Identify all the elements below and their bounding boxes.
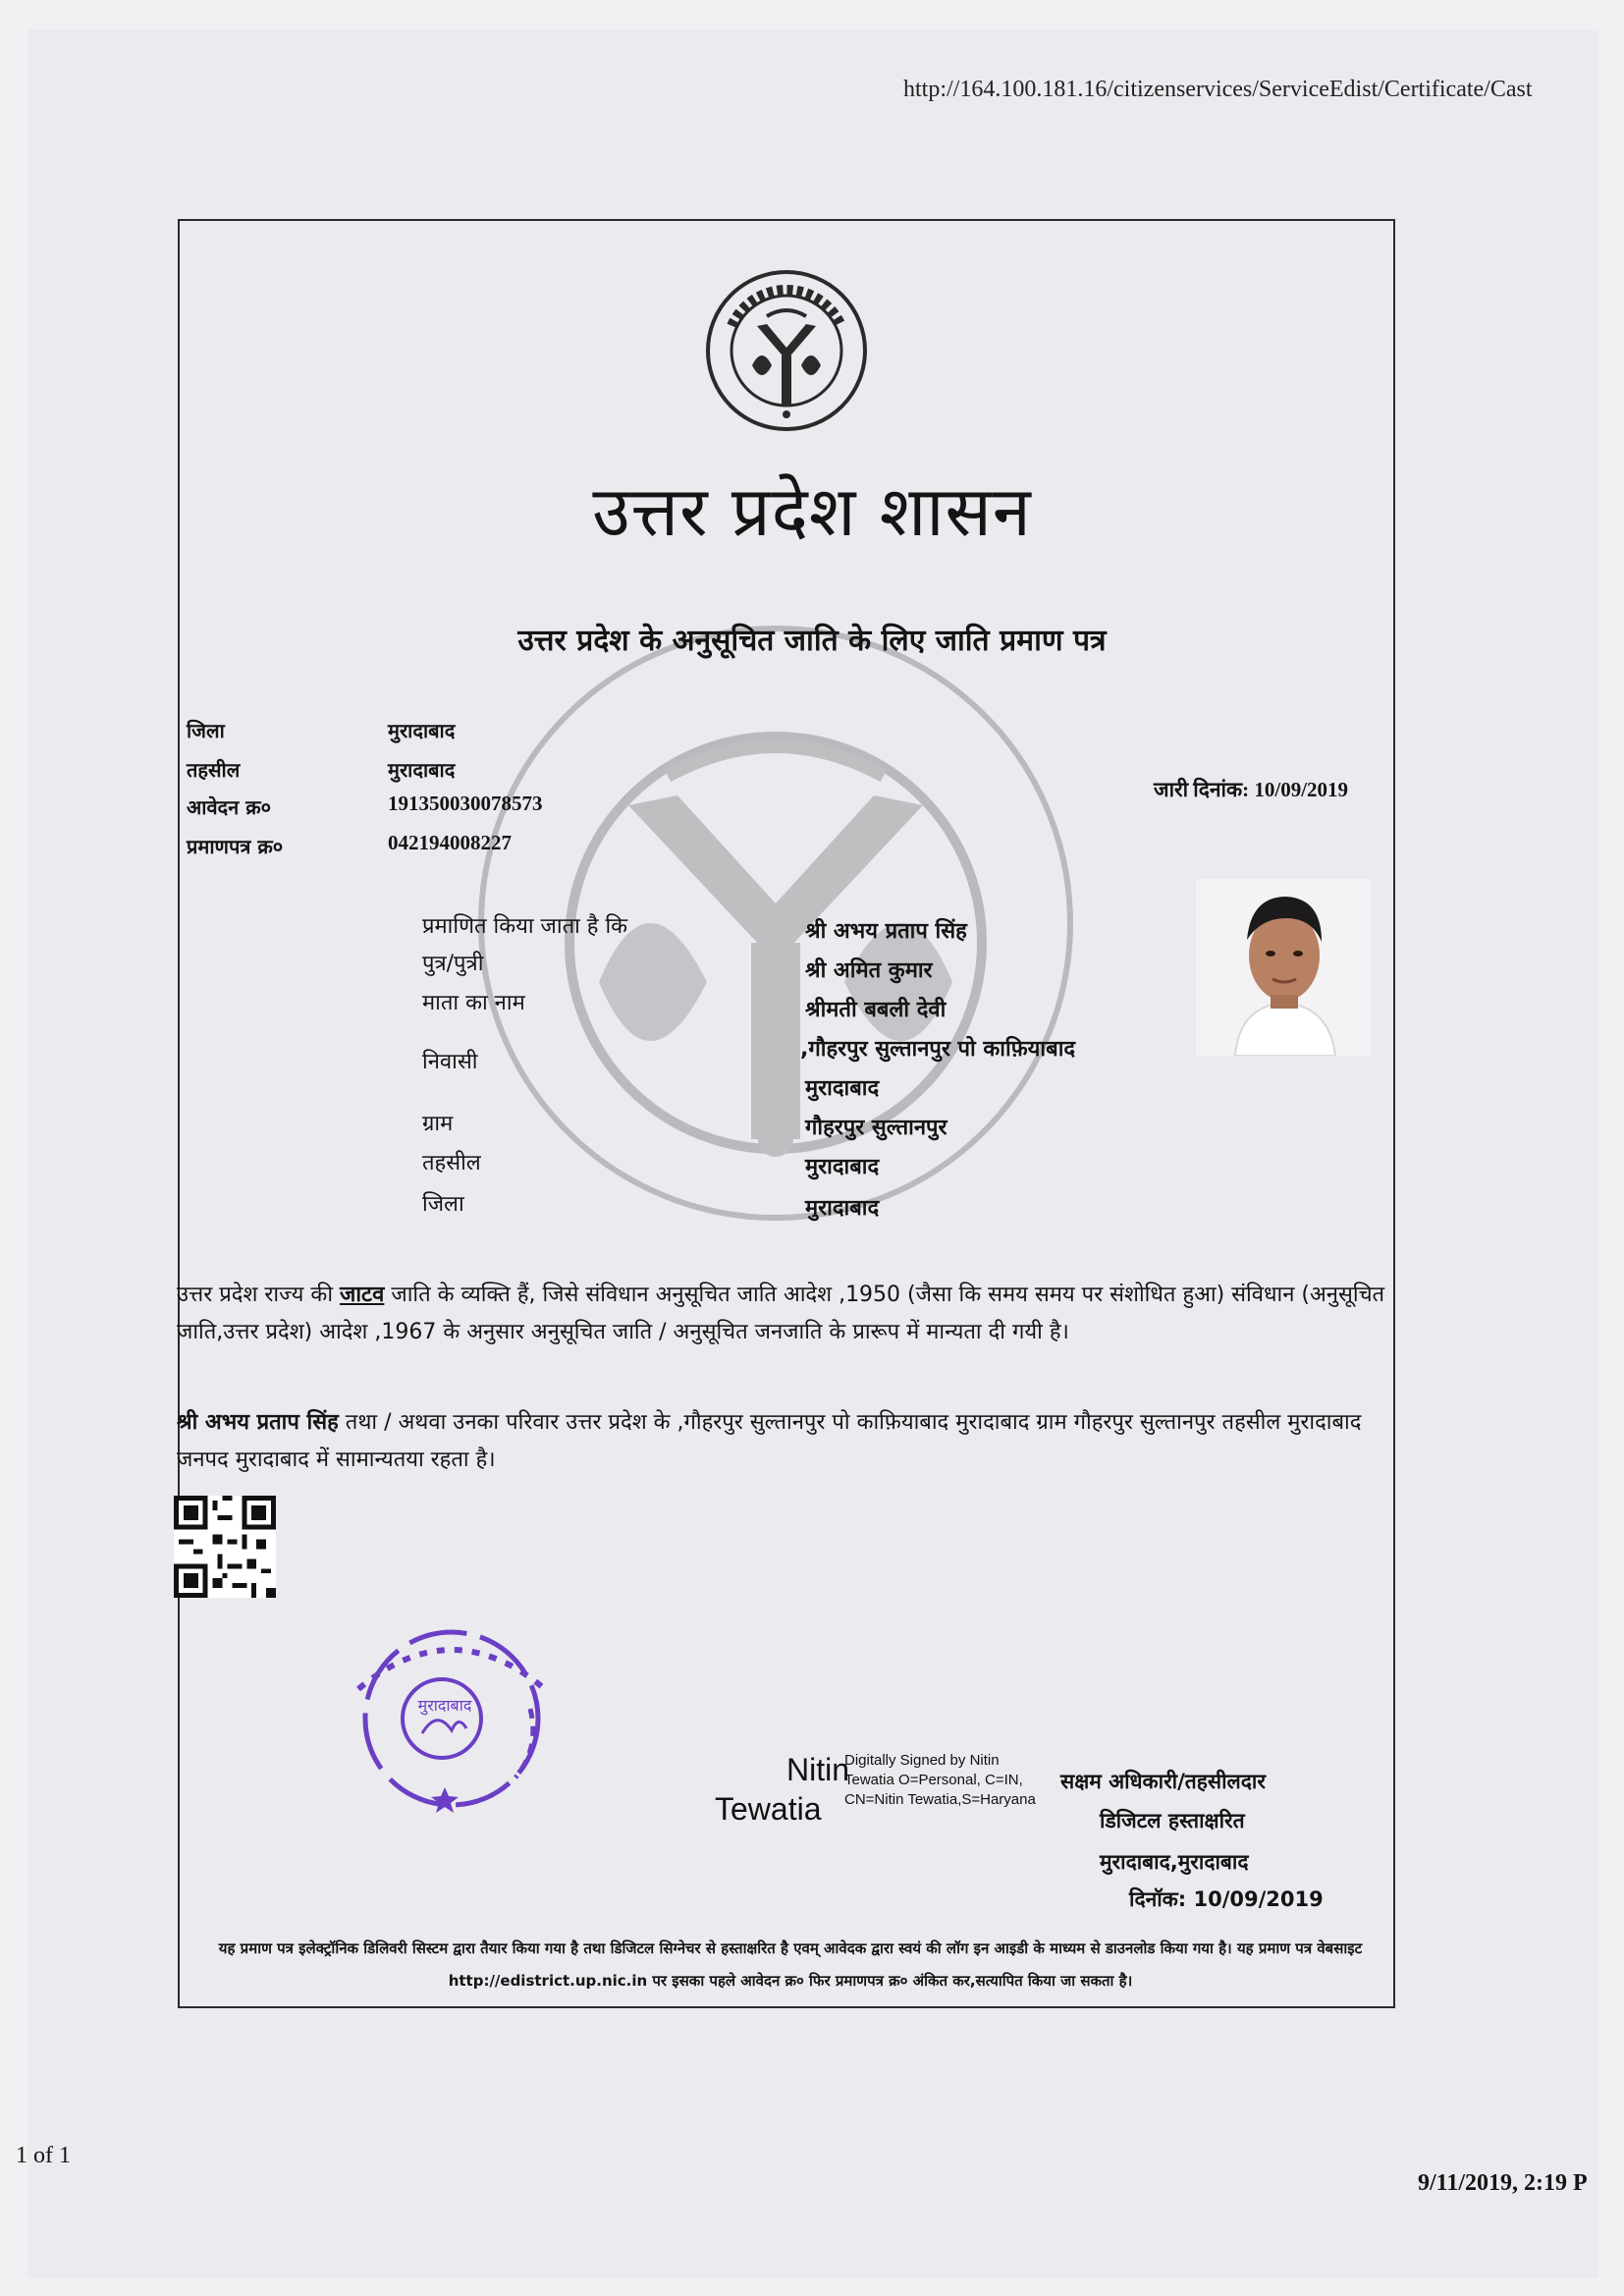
certificate-no-label: प्रमाणपत्र क्र० — [187, 835, 284, 858]
print-timestamp: 9/11/2019, 2:19 P — [1418, 2170, 1588, 2196]
field-value: मुरादाबाद — [805, 1196, 880, 1221]
caste-statement-prefix: उत्तर प्रदेश राज्य की — [177, 1283, 341, 1307]
caste-statement — [177, 1277, 1394, 1351]
digital-signature-name — [715, 1750, 849, 1829]
authority-date: दिनॉक: 10/09/2019 — [1129, 1887, 1324, 1911]
field-value: मुरादाबाद — [805, 1076, 880, 1101]
footer-disclaimer: यह प्रमाण पत्र इलेक्ट्रॉनिक डिलिवरी सिस्टम द्वारा तैयार किया गया है तथा डिजिटल सिग्नेचर से हस्ताक्षरित है एवम् आवेदक द्वारा स्वयं की लॉग इन आइडी के माध्यम से डाउनलोड किया गया है। यह प्रमाण पत्र वेबसाइट http://edistrict.up.nic.in पर इसका पहले आवेदन क्र० फिर प्रमाणपत्र क्र० अंकित कर,सत्यापित किया जा सकता है। — [218, 1940, 1363, 1990]
up-government-emblem — [703, 267, 870, 434]
certificate-subtitle: उत्तर प्रदेश के अनुसूचित जाति के लिए जाति प्रमाण पत्र — [517, 624, 1107, 658]
field-label: पुत्र/पुत्री — [422, 952, 484, 976]
page-title: उत्तर प्रदेश शासन — [592, 471, 1032, 552]
application-no-label: आवेदन क्र० — [187, 795, 272, 819]
district-label: जिला — [187, 719, 225, 742]
field-value: श्री अमित कुमार — [805, 958, 933, 983]
field-value: श्री अभय प्रताप सिंह — [805, 919, 967, 944]
application-no-value: 191350030078573 — [388, 792, 543, 815]
certificate-no-value: 042194008227 — [388, 831, 512, 854]
residence-statement-name: श्री अभय प्रताप सिंह — [177, 1410, 339, 1435]
field-label: ग्राम — [422, 1112, 454, 1136]
authority-designation: सक्षम अधिकारी/तहसीलदार — [1060, 1770, 1266, 1793]
qr-code[interactable] — [174, 1496, 276, 1598]
caste-statement-suffix: जाति के व्यक्ति हैं, जिसे संविधान अनुसूचित जाति आदेश ,1950 (जैसा कि समय समय पर संशोधित हुआ) संविधान (अनुसूचित जाति,उत्तर प्रदेश) आदेश ,1967 के अनुसार अनुसूचित जाति / अनुसूचित जनजाति के प्रारूप में मान्यता दी गयी है। — [177, 1283, 1385, 1344]
field-value: गौहरपुर सुल्तानपुर — [805, 1116, 947, 1140]
field-value: श्रीमती बबली देवी — [805, 998, 947, 1022]
caste-name: जाटव — [340, 1283, 385, 1307]
authority-signed-note: डिजिटल हस्ताक्षरित — [1100, 1809, 1245, 1832]
authority-place: मुरादाबाद,मुरादाबाद — [1100, 1850, 1249, 1874]
tehsil-label: तहसील — [187, 758, 241, 782]
field-label: माता का नाम — [422, 991, 525, 1015]
page-url[interactable]: http://164.100.181.16/citizenservices/ServiceEdist/Certificate/Cast — [903, 77, 1533, 102]
issue-date: जारी दिनांक: 10/09/2019 — [1154, 778, 1349, 801]
residence-statement — [177, 1404, 1394, 1479]
field-label: प्रमाणित किया जाता है कि — [422, 914, 628, 939]
signer-first-name: Nitin — [786, 1752, 850, 1787]
signer-last-name: Tewatia — [715, 1791, 822, 1827]
stamp-text: मुरादाबाद — [417, 1696, 472, 1715]
field-label: जिला — [422, 1192, 464, 1217]
field-value: ,गौहरपुर सुल्तानपुर पो काफ़ियाबाद — [800, 1037, 1076, 1062]
digital-signature-details: Digitally Signed by Nitin Tewatia O=Personal, C=IN, CN=Nitin Tewatia,S=Haryana — [844, 1752, 1036, 1808]
field-label: निवासी — [422, 1050, 478, 1074]
tehsil-value: मुरादाबाद — [388, 758, 456, 782]
official-seal-stamp — [329, 1620, 574, 1817]
applicant-photo — [1196, 879, 1371, 1056]
residence-statement-text: तथा / अथवा उनका परिवार उत्तर प्रदेश के ,गौहरपुर सुल्तानपुर पो काफ़ियाबाद मुरादाबाद ग्राम गौहरपुर सुल्तानपुर तहसील मुरादाबाद जनपद मुरादाबाद में सामान्यतया रहता है। — [177, 1410, 1362, 1472]
field-label: तहसील — [422, 1151, 481, 1175]
field-value: मुरादाबाद — [805, 1155, 880, 1179]
district-value: मुरादाबाद — [388, 719, 456, 742]
page-count: 1 of 1 — [16, 2143, 71, 2168]
